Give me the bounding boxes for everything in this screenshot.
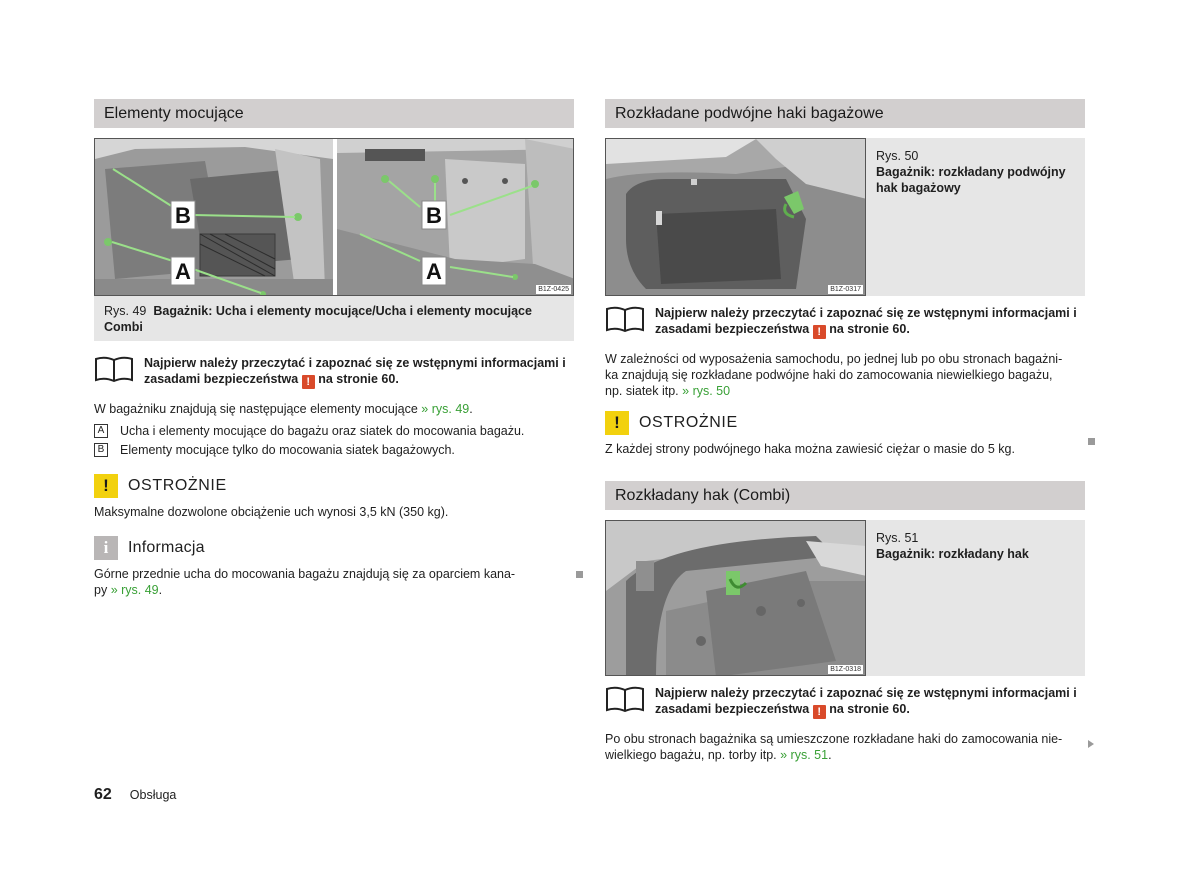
trunk-fastening-photo: [94, 138, 574, 296]
left-column: [94, 99, 574, 598]
warning-icon: !: [813, 705, 826, 719]
page-footer: [94, 786, 176, 804]
info-text: Górne przednie ucha do mocowania bagażu znajdują się za oparciem kana- py » rys. 49.: [94, 567, 516, 597]
info-icon: i: [94, 536, 118, 560]
item-key: B: [94, 443, 108, 457]
section-title-fold-hook: Rozkładany hak (Combi): [605, 481, 1085, 510]
warning-icon: !: [302, 375, 315, 389]
caution-heading: [94, 474, 574, 498]
book-icon: [94, 356, 134, 382]
section-title-double-hooks: Rozkładane podwójne haki bagażowe: [605, 99, 1085, 128]
caption-title: Bagażnik: Ucha i elementy mocujące/Ucha i elementy mocujące Combi: [104, 304, 532, 334]
items-list: [94, 423, 574, 458]
callout-b-right: B: [426, 203, 442, 228]
right-column: [605, 99, 1085, 763]
info-heading: [94, 536, 574, 560]
notice-page-ref[interactable]: na stronie 60.: [829, 322, 910, 336]
figure-caption: [866, 138, 1085, 296]
figure-caption: [94, 296, 574, 341]
book-icon: [605, 306, 645, 332]
caption-prefix: Rys. 49: [104, 304, 147, 318]
notice-page-ref[interactable]: na stronie 60.: [829, 702, 910, 716]
item-text: Elementy mocujące tylko do mocowania siatek bagażowych.: [120, 443, 455, 457]
caption-title: Bagażnik: rozkładany podwójny hak bagażowy: [876, 165, 1066, 195]
notice-page-ref[interactable]: na stronie 60.: [318, 372, 399, 386]
caution-text: Maksymalne dozwolone obciążenie uch wynosi 3,5 kN (350 kg).: [94, 505, 449, 519]
book-icon: [605, 686, 645, 712]
footer-section: Obsługa: [129, 788, 177, 802]
figure-link[interactable]: » rys. 51: [780, 748, 829, 762]
safety-notice: [605, 305, 1085, 339]
figure-code: B1Z-0425: [538, 286, 569, 293]
caption-prefix: Rys. 50: [876, 149, 919, 163]
list-item: [94, 442, 574, 458]
figure-link[interactable]: » rys. 49: [110, 583, 159, 597]
callout-b-left: B: [175, 203, 191, 228]
list-item: [94, 423, 574, 439]
notice-text: Najpierw należy przeczytać i zapoznać się ze wstępnymi informacjami i zasadami bezpieczeństwa: [144, 356, 566, 386]
page-number: 62: [94, 786, 112, 803]
safety-notice: [605, 685, 1085, 719]
caution-title: OSTROŻNIE: [639, 414, 738, 431]
callout-a-left: A: [175, 259, 191, 284]
figure-link[interactable]: » rys. 49: [421, 402, 470, 416]
intro-text: W bagażniku znajdują się następujące elementy mocujące: [94, 402, 418, 416]
caution-title: OSTROŻNIE: [128, 477, 227, 494]
caption-prefix: Rys. 51: [876, 531, 919, 545]
caution-text: Z każdej strony podwójnego haka można zawiesić ciężar o masie do 5 kg.: [605, 442, 1015, 456]
caution-icon: !: [605, 411, 629, 435]
intro-paragraph: W bagażniku znajdują się następujące elementy mocujące » rys. 49.: [94, 402, 473, 416]
figure-code: B1Z-0318: [830, 666, 861, 673]
figure-51: [605, 520, 1085, 676]
fold-hook-photo: [605, 520, 866, 676]
item-key: A: [94, 424, 108, 438]
warning-icon: !: [813, 325, 826, 339]
item-text: Ucha i elementy mocujące do bagażu oraz siatek do mocowania bagażu.: [120, 424, 525, 438]
figure-50: [605, 138, 1085, 296]
info-title: Informacja: [128, 539, 205, 556]
callout-a-right: A: [426, 259, 442, 284]
figure-caption: [866, 520, 1085, 676]
figure-link[interactable]: » rys. 50: [682, 384, 731, 398]
continue-arrow-icon: [1088, 740, 1094, 748]
caution-heading: [605, 411, 1085, 435]
figure-49: [94, 138, 574, 341]
caution-icon: !: [94, 474, 118, 498]
double-hooks-paragraph: W zależności od wyposażenia samochodu, po jednej lub po obu stronach bagażni- ka znajdują się rozkładane podwójne haki do zamocowania niewielkiego bagażu, np. siatek itp. » rys. 50: [605, 352, 1063, 398]
section-end-marker: [576, 571, 583, 578]
section-end-marker: [1088, 438, 1095, 445]
fold-hook-paragraph: Po obu stronach bagażnika są umieszczone rozkładane haki do zamocowania nie- wielkiego bagażu, np. torby itp. » rys. 51.: [605, 732, 1063, 762]
notice-text: Najpierw należy przeczytać i zapoznać się ze wstępnymi informacjami i zasadami bezpieczeństwa: [655, 306, 1077, 336]
notice-text: Najpierw należy przeczytać i zapoznać się ze wstępnymi informacjami i zasadami bezpieczeństwa: [655, 686, 1077, 716]
safety-notice: [94, 355, 574, 389]
figure-code: B1Z-0317: [830, 286, 861, 293]
section-title-fastening-elements: Elementy mocujące: [94, 99, 574, 128]
caption-title: Bagażnik: rozkładany hak: [876, 547, 1029, 561]
double-hook-photo: [605, 138, 866, 296]
